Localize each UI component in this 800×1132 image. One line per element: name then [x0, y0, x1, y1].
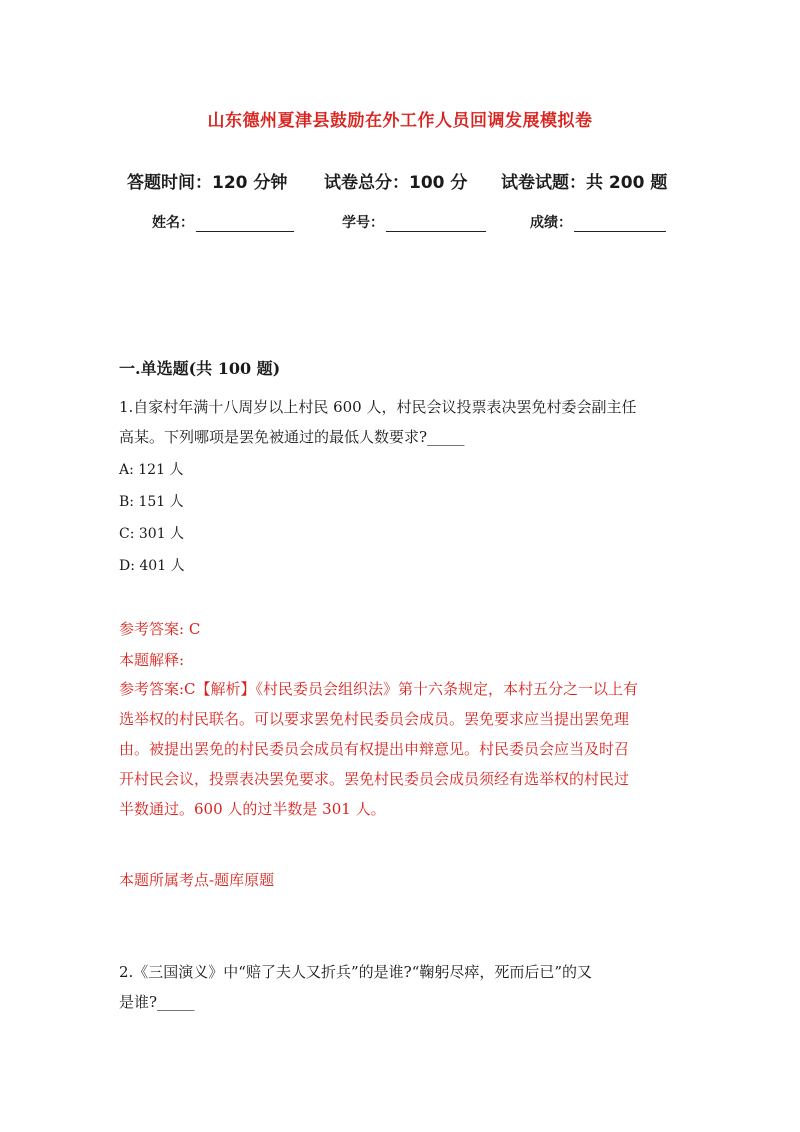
name-field[interactable] [152, 212, 294, 232]
score-field[interactable] [530, 212, 666, 232]
explain-label: 本题解释: [119, 651, 185, 669]
explanation-line: 由。被提出罢免的村民委员会成员有权提出申辩意见。村民委员会应当及时召 [119, 740, 630, 758]
score-label: 成绩： [530, 215, 572, 231]
id-blank[interactable] [386, 215, 486, 232]
option-a[interactable]: A: 121 人 [119, 462, 184, 478]
id-field[interactable] [342, 212, 486, 232]
total-questions: 试卷试题：共 200 题 [501, 173, 668, 193]
option-c[interactable]: C: 301 人 [119, 526, 185, 542]
question-1-line-2: 高某。下列哪项是罢免被通过的最低人数要求?_____ [119, 428, 465, 446]
explanation [119, 674, 689, 824]
total-score: 试卷总分：100 分 [324, 173, 468, 193]
question-2-line-2: 是谁?_____ [119, 993, 195, 1011]
exam-time: 答题时间：120 分钟 [127, 173, 288, 193]
explanation-line: 参考答案:C【解析】《村民委员会组织法》第十六条规定，本村五分之一以上有 [119, 680, 639, 698]
question-1-text [119, 392, 689, 452]
option-d[interactable]: D: 401 人 [119, 558, 185, 574]
score-blank[interactable] [574, 215, 666, 232]
name-blank[interactable] [196, 215, 294, 232]
section-heading: 一.单选题(共 100 题) [119, 359, 281, 378]
option-b[interactable]: B: 151 人 [119, 494, 184, 510]
question-1-line-1: 1.自家村年满十八周岁以上村民 600 人，村民会议投票表决罢免村委会副主任 [119, 398, 637, 416]
name-label: 姓名： [152, 215, 194, 231]
explanation-line: 开村民会议，投票表决罢免要求。罢免村民委员会成员须经有选举权的村民过 [119, 770, 630, 788]
id-label: 学号： [342, 215, 384, 231]
exam-title: 山东德州夏津县鼓励在外工作人员回调发展模拟卷 [207, 111, 593, 131]
answer-text: 参考答案: C [119, 620, 201, 638]
explanation-line: 半数通过。600 人的过半数是 301 人。 [119, 800, 386, 818]
question-2-line-1: 2.《三国演义》中“赔了夫人又折兵”的是谁?“鞠躬尽瘁，死而后已”的又 [119, 963, 593, 981]
question-source: 本题所属考点-题库原题 [119, 871, 275, 889]
question-2-text [119, 957, 689, 1017]
explanation-line: 选举权的村民联名。可以要求罢免村民委员会成员。罢免要求应当提出罢免理 [119, 710, 630, 728]
